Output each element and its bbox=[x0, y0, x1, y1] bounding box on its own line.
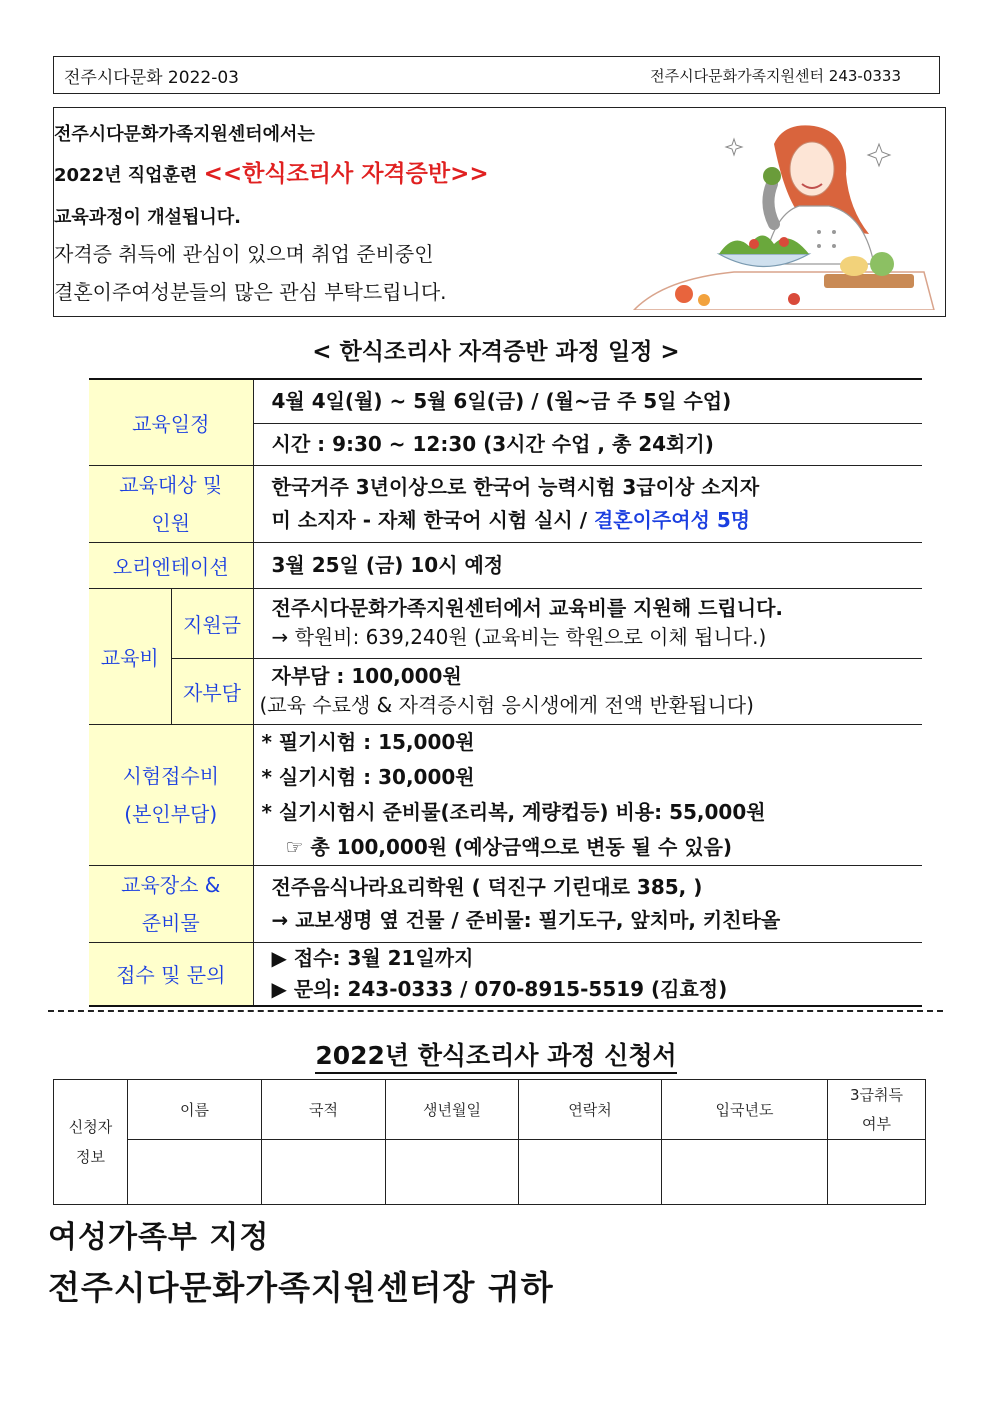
orientation-label: 오리엔테이션 bbox=[89, 542, 253, 588]
intro-line-5: 결혼이주여성분들의 많은 관심 부탁드립니다. bbox=[54, 280, 447, 304]
self-pay-line-1: 자부담 : 100,000원 bbox=[271, 664, 462, 688]
level3-field[interactable] bbox=[828, 1140, 926, 1205]
exam-fee-line-1: * 필기시험 : 15,000원 bbox=[261, 729, 475, 754]
col-name: 이름 bbox=[128, 1080, 262, 1140]
support-line-2: → 학원비: 639,240원 (교육비는 학원으로 이체 됩니다.) bbox=[271, 625, 767, 649]
application-form bbox=[53, 1079, 926, 1205]
name-field[interactable] bbox=[128, 1140, 262, 1205]
contact-line-1: ▶ 접수: 3월 21일까지 bbox=[271, 945, 474, 970]
exam-fee-label-line-1: 시험접수비 bbox=[122, 763, 220, 788]
target-content bbox=[253, 465, 922, 542]
place-label bbox=[89, 865, 253, 942]
self-pay-content bbox=[253, 658, 922, 724]
doc-number: 전주시다문화 2022-03 bbox=[64, 67, 239, 88]
col-level3-line-1: 3급취득 bbox=[849, 1086, 903, 1104]
exam-fee-line-2: * 실기시험 : 30,000원 bbox=[261, 764, 475, 789]
center-contact: 전주시다문화가족지원센터 243-0333 bbox=[650, 66, 901, 85]
place-label-line-2: 준비물 bbox=[141, 910, 200, 935]
col-nationality: 국적 bbox=[262, 1080, 386, 1140]
col-level3 bbox=[828, 1080, 926, 1140]
nationality-field[interactable] bbox=[262, 1140, 386, 1205]
intro-line-4: 자격증 취득에 관심이 있으며 취업 준비중인 bbox=[54, 242, 434, 266]
footer-designation: 여성가족부 지정 bbox=[48, 1220, 270, 1255]
contact-line-2: ▶ 문의: 243-0333 / 070-8915-5519 (김효정) bbox=[271, 976, 728, 1001]
target-label bbox=[89, 465, 253, 542]
target-line-2-prefix: 미 소지자 - 자체 한국어 시험 실시 / bbox=[271, 507, 594, 532]
application-title-text: 2022년 한식조리사 과정 신청서 bbox=[315, 1041, 676, 1074]
application-title bbox=[0, 1036, 992, 1072]
phone-field[interactable] bbox=[519, 1140, 662, 1205]
exam-fee-total: ☞ 총 100,000원 (예상금액으로 변동 될 수 있음) bbox=[285, 834, 733, 859]
col-level3-line-2: 여부 bbox=[862, 1114, 891, 1133]
target-line-2 bbox=[272, 504, 923, 537]
target-label-line-1: 교육대상 및 bbox=[119, 472, 223, 497]
header-bar bbox=[53, 56, 940, 94]
fee-label: 교육비 bbox=[89, 588, 171, 724]
entry-year-field[interactable] bbox=[662, 1140, 828, 1205]
intro-line-2 bbox=[54, 155, 614, 188]
support-content bbox=[253, 588, 922, 658]
edu-schedule-label: 교육일정 bbox=[89, 379, 253, 465]
col-entry-year: 입국년도 bbox=[662, 1080, 828, 1140]
target-line-1: 한국거주 3년이상으로 한국어 능력시험 3급이상 소지자 bbox=[271, 474, 760, 499]
edu-schedule-time: 시간 : 9:30 ~ 12:30 (3시간 수업 , 총 24회기) bbox=[253, 423, 922, 465]
edu-schedule-dates: 4월 4일(월) ~ 5월 6일(금) / (월~금 주 5일 수업) bbox=[253, 379, 922, 423]
place-line-1: 전주음식나라요리학원 ( 덕진구 기린대로 385, ) bbox=[271, 874, 703, 899]
intro-box bbox=[53, 107, 946, 317]
col-phone: 연락처 bbox=[519, 1080, 662, 1140]
place-line-2: → 교보생명 옆 건물 / 준비물: 필기도구, 앞치마, 키친타올 bbox=[271, 907, 781, 932]
exam-fee-label bbox=[89, 724, 253, 865]
applicant-label-line-2: 정보 bbox=[76, 1148, 105, 1166]
cut-line bbox=[48, 1010, 943, 1012]
exam-fee-label-line-2: (본인부담) bbox=[124, 801, 218, 826]
chef-illustration bbox=[624, 114, 942, 310]
birthdate-field[interactable] bbox=[386, 1140, 519, 1205]
support-line-1: 전주시다문화가족지원센터에서 교육비를 지원해 드립니다. bbox=[271, 596, 783, 620]
intro-line-1: 전주시다문화가족지원센터에서는 bbox=[54, 124, 315, 145]
place-label-line-1: 교육장소 & bbox=[121, 872, 221, 897]
support-label: 지원금 bbox=[171, 588, 253, 658]
self-pay-label: 자부담 bbox=[171, 658, 253, 724]
col-birthdate: 생년월일 bbox=[386, 1080, 519, 1140]
target-capacity: 결혼이주여성 5명 bbox=[593, 507, 751, 532]
exam-fee-line-3: * 실기시험시 준비물(조리복, 계량컵등) 비용: 55,000원 bbox=[261, 799, 766, 824]
intro-line-3: 교육과정이 개설됩니다. bbox=[54, 207, 241, 228]
applicant-label bbox=[54, 1080, 128, 1205]
course-name-highlight: <<한식조리사 자격증반>> bbox=[203, 161, 489, 187]
contact-content bbox=[253, 942, 922, 1006]
contact-label: 접수 및 문의 bbox=[89, 942, 253, 1006]
self-pay-line-2: (교육 수료생 & 자격증시험 응시생에게 전액 반환됩니다) bbox=[259, 693, 754, 717]
schedule-table bbox=[89, 378, 922, 1007]
schedule-title: < 한식조리사 자격증반 과정 일정 > bbox=[312, 339, 680, 365]
applicant-label-line-1: 신청자 bbox=[68, 1118, 113, 1136]
intro-line-2-prefix: 2022년 직업훈련 bbox=[54, 165, 204, 186]
footer-recipient: 전주시다문화가족지원센터장 귀하 bbox=[48, 1268, 554, 1307]
orientation-value: 3월 25일 (금) 10시 예정 bbox=[253, 542, 922, 588]
place-content bbox=[253, 865, 922, 942]
exam-fee-content bbox=[253, 724, 922, 865]
target-label-line-2: 인원 bbox=[151, 510, 191, 535]
